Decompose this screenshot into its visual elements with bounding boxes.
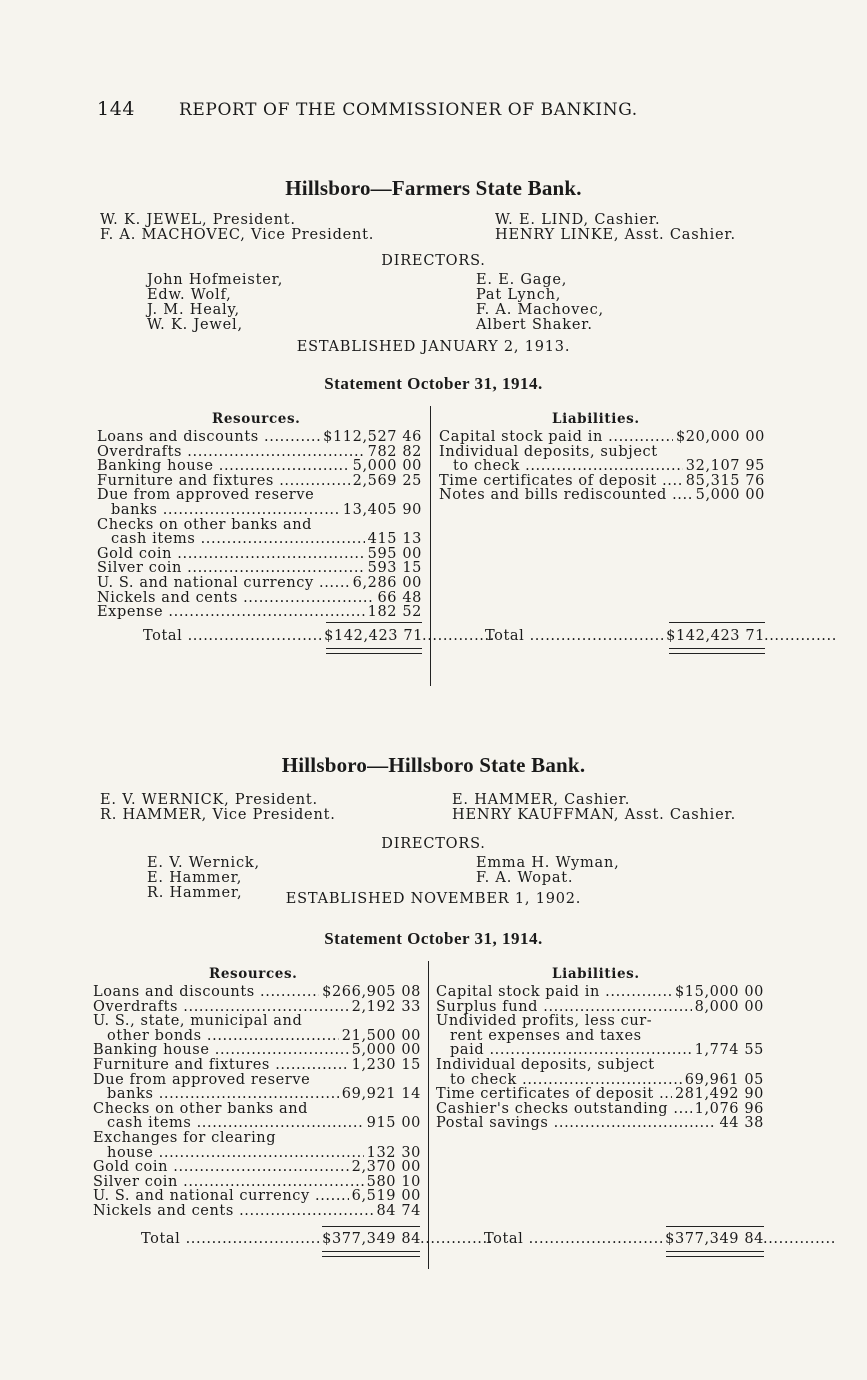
director: W. K. Jewel, [147,317,243,333]
ledger-item-label: Gold coin ..... [93,1160,421,1175]
director: Albert Shaker. [476,317,593,333]
ledger-item-amount: $15,000 00 [672,985,764,1000]
ledger-row [93,1073,421,1088]
ledger-item-label: Undivided profits, less cur- [436,1014,653,1029]
ledger-item-amount: $20,000 00 [673,430,765,445]
ledger-row [93,1189,421,1204]
officers [0,213,867,247]
liabilities-list [439,430,765,503]
total-double-rule [322,1251,420,1257]
statement-ledger [0,406,867,696]
total-label: Total ..... [484,1231,836,1247]
ledger-item-label: Furniture and fixtures ..... [97,474,422,489]
ledger-item-label: Banking house ..... [97,459,422,474]
ledger-row [93,1175,421,1190]
ledger-item-label: Nickels and cents ..... [93,1204,421,1219]
ledger-item-label: Expense ..... [97,605,422,620]
ledger-item-label: Cashier's checks outstanding ..... [436,1102,764,1117]
ledger-item-amount: 21,500 00 [339,1029,421,1044]
ledger-item-label: Time certificates of deposit ..... [439,474,765,489]
total-amount: $377,349 84 [319,1231,421,1247]
ledger-item-label: to check ..... [436,1073,764,1088]
total-double-rule [669,648,765,654]
director: E. Hammer, [147,870,243,886]
ledger-item-label: Nickels and cents ..... [97,591,422,606]
ledger-row [97,518,422,533]
bank-title: Hillsboro—Farmers State Bank. [285,176,582,200]
directors-list [0,856,867,901]
ledger-row [439,430,765,445]
ledger-item-amount: 132 30 [364,1146,421,1161]
total-double-rule [666,1251,764,1257]
ledger-item-label: Checks on other banks and [93,1101,309,1117]
subtotal-rule [322,1226,420,1227]
ledger-item-amount: 2,569 25 [350,474,422,489]
officers [0,793,867,827]
officer: F. A. MACHOVEC, Vice President. [100,227,375,243]
bank-title: Hillsboro—Hillsboro State Bank. [281,753,586,777]
ledger-item-amount: 69,961 05 [682,1073,764,1088]
director: Emma H. Wyman, [476,855,620,871]
officer: W. K. JEWEL, President. [100,212,296,228]
total-double-rule [326,648,422,654]
ledger-item-label: Capital stock paid in ..... [439,430,765,445]
directors-right [476,273,604,333]
ledger-row [93,1160,421,1175]
running-head-title: REPORT OF THE COMMISSIONER OF BANKING. [179,100,638,120]
ledger-item-amount: 66 48 [374,591,422,606]
ledger-row [436,1058,764,1073]
ledger-item-label: Postal savings ..... [436,1116,764,1131]
ledger-row [97,445,422,460]
ledger-item-amount: $266,905 08 [319,985,421,1000]
column-divider [428,961,429,1269]
column-divider [430,406,431,686]
director: E. E. Gage, [476,272,568,288]
ledger-item-amount: $112,527 46 [320,430,422,445]
director: R. Hammer, [147,885,243,901]
ledger-item-label: Loans and discounts ..... [97,430,422,445]
officers-right [452,793,736,823]
ledger-item-label: U. S. and national currency ..... [97,576,422,591]
ledger-item-label: banks ..... [93,1087,421,1102]
officers-left [100,213,374,243]
directors-left [147,856,260,901]
directors-right [476,856,620,886]
director: F. A. Machovec, [476,302,604,318]
resources-list [93,985,421,1219]
ledger-row [93,1204,421,1219]
officers-left [100,793,336,823]
liabilities-list [436,985,764,1131]
ledger-item-amount: 1,774 55 [692,1043,764,1058]
ledger-item-amount: 580 10 [364,1175,421,1190]
ledger-item-label: Loans and discounts ..... [93,985,421,1000]
ledger-item-label: Exchanges for clearing [93,1130,277,1146]
ledger-item-amount: 915 00 [364,1116,421,1131]
resources-heading: Resources. [212,411,301,427]
ledger-row [93,1029,421,1044]
ledger-row [436,1087,764,1102]
ledger-row [97,532,422,547]
subtotal-rule [666,1226,764,1227]
ledger-item-amount: 2,370 00 [349,1160,421,1175]
director: Edw. Wolf, [147,287,232,303]
ledger-row [97,503,422,518]
ledger-row [93,1043,421,1058]
running-head [97,98,717,120]
ledger-item-amount: 182 52 [365,605,422,620]
ledger-item-label: banks ..... [97,503,422,518]
bank-section-hillsboro [0,753,867,1291]
ledger-item-label: to check ..... [439,459,765,474]
ledger-item-amount: 69,921 14 [339,1087,421,1102]
ledger-item-amount: 84 74 [373,1204,421,1219]
ledger-item-amount: 13,405 90 [340,503,422,518]
ledger-row [93,1146,421,1161]
page-number: 144 [97,98,136,120]
ledger-item-amount: 5,000 00 [350,459,422,474]
established-date: ESTABLISHED JANUARY 2, 1913. [296,339,571,355]
officer: W. E. LIND, Cashier. [495,212,661,228]
ledger-row [97,488,422,503]
directors-heading: DIRECTORS. [381,253,486,269]
ledger-item-label: Silver coin ..... [93,1175,421,1190]
ledger-item-label: Capital stock paid in ..... [436,985,764,1000]
ledger-row [97,430,422,445]
ledger-item-label: house ..... [93,1146,421,1161]
ledger-item-label: Individual deposits, subject [436,1057,655,1073]
total-label: Total ..... [141,1231,493,1247]
ledger-item-label: cash items ..... [93,1116,421,1131]
ledger-row [97,547,422,562]
ledger-item-label: other bonds ..... [93,1029,421,1044]
resources-list [97,430,422,620]
ledger-row [97,591,422,606]
resources-heading: Resources. [209,966,298,982]
ledger-item-label: Checks on other banks and [97,517,313,533]
ledger-row [436,1073,764,1088]
directors-left [147,273,283,333]
statement-title: Statement October 31, 1914. [324,374,543,393]
ledger-item-label: Notes and bills rediscounted ..... [439,488,765,503]
ledger-item-amount: 6,286 00 [350,576,422,591]
ledger-row [436,1043,764,1058]
officer: E. HAMMER, Cashier. [452,792,631,808]
director: E. V. Wernick, [147,855,260,871]
ledger-row [93,985,421,1000]
director: Pat Lynch, [476,287,562,303]
liabilities-heading: Liabilities. [552,966,640,982]
officers-right [495,213,736,243]
ledger-item-amount: 6,519 00 [349,1189,421,1204]
ledger-row [439,459,765,474]
ledger-item-amount: 8,000 00 [692,1000,764,1015]
ledger-item-amount: 44 38 [716,1116,764,1131]
ledger-row [93,1102,421,1117]
ledger-item-label: Due from approved reserve [93,1072,311,1088]
ledger-row [436,1000,764,1015]
ledger-row [93,1116,421,1131]
ledger-item-amount: 2,192 33 [349,1000,421,1015]
directors-list [0,273,867,333]
officer: R. HAMMER, Vice President. [100,807,336,823]
ledger-item-amount: 5,000 00 [693,488,765,503]
ledger-row [436,1029,764,1044]
ledger-row [436,985,764,1000]
directors-heading: DIRECTORS. [381,836,486,852]
ledger-row [97,605,422,620]
ledger-item-label: Surplus fund ..... [436,1000,764,1015]
statement-title: Statement October 31, 1914. [324,929,543,948]
total-label: Total ..... [143,628,495,644]
director: John Hofmeister, [147,272,284,288]
ledger-item-amount: 595 00 [365,547,422,562]
ledger-row [97,459,422,474]
ledger-row [93,1014,421,1029]
ledger-item-amount: 415 13 [365,532,422,547]
officer: E. V. WERNICK, President. [100,792,318,808]
ledger-item-label: Overdrafts ..... [97,445,422,460]
director: J. M. Healy, [147,302,240,318]
ledger-row [97,561,422,576]
ledger-item-label: Due from approved reserve [97,488,315,503]
total-amount: $377,349 84 [662,1231,764,1247]
ledger-item-label: Gold coin ..... [97,547,422,562]
bank-section-farmers [0,176,867,696]
ledger-row [436,1014,764,1029]
ledger-item-label: cash items ..... [97,532,422,547]
total-amount: $142,423 71 [663,628,765,644]
ledger-row [439,488,765,503]
ledger-row [93,1000,421,1015]
ledger-item-label: Overdrafts ..... [93,1000,421,1015]
total-amount: $142,423 71 [321,628,423,644]
ledger-row [93,1131,421,1146]
ledger-item-label: U. S., state, municipal and [93,1014,303,1029]
ledger-row [439,474,765,489]
subtotal-rule [669,622,765,623]
ledger-row [436,1102,764,1117]
subtotal-rule [326,622,422,623]
ledger-item-label: paid ..... [436,1043,764,1058]
ledger-item-amount: 782 82 [365,445,422,460]
ledger-item-amount: 1,076 96 [692,1102,764,1117]
ledger-item-amount: 593 15 [365,561,422,576]
director: F. A. Wopat. [476,870,574,886]
ledger-item-amount: 281,492 90 [672,1087,764,1102]
ledger-row [436,1116,764,1131]
ledger-item-label: Furniture and fixtures ..... [93,1058,421,1073]
ledger-item-label: rent expenses and taxes [450,1028,642,1044]
ledger-row [93,1087,421,1102]
established-date: ESTABLISHED NOVEMBER 1, 1902. [285,891,582,907]
liabilities-heading: Liabilities. [552,411,640,427]
ledger-row [93,1058,421,1073]
officer: HENRY LINKE, Asst. Cashier. [495,227,736,243]
statement-ledger [0,961,867,1291]
ledger-item-amount: 1,230 15 [349,1058,421,1073]
ledger-item-amount: 32,107 95 [683,459,765,474]
ledger-item-label: Individual deposits, subject [439,444,658,460]
ledger-item-amount: 85,315 76 [683,474,765,489]
officer: HENRY KAUFFMAN, Asst. Cashier. [452,807,737,823]
ledger-item-label: Time certificates of deposit ..... [436,1087,764,1102]
ledger-row [97,576,422,591]
ledger-item-label: U. S. and national currency ..... [93,1189,421,1204]
ledger-row [97,474,422,489]
ledger-item-label: Silver coin ..... [97,561,422,576]
ledger-item-label: Banking house ..... [93,1043,421,1058]
total-label: Total ..... [485,628,837,644]
ledger-row [439,445,765,460]
ledger-item-amount: 5,000 00 [349,1043,421,1058]
